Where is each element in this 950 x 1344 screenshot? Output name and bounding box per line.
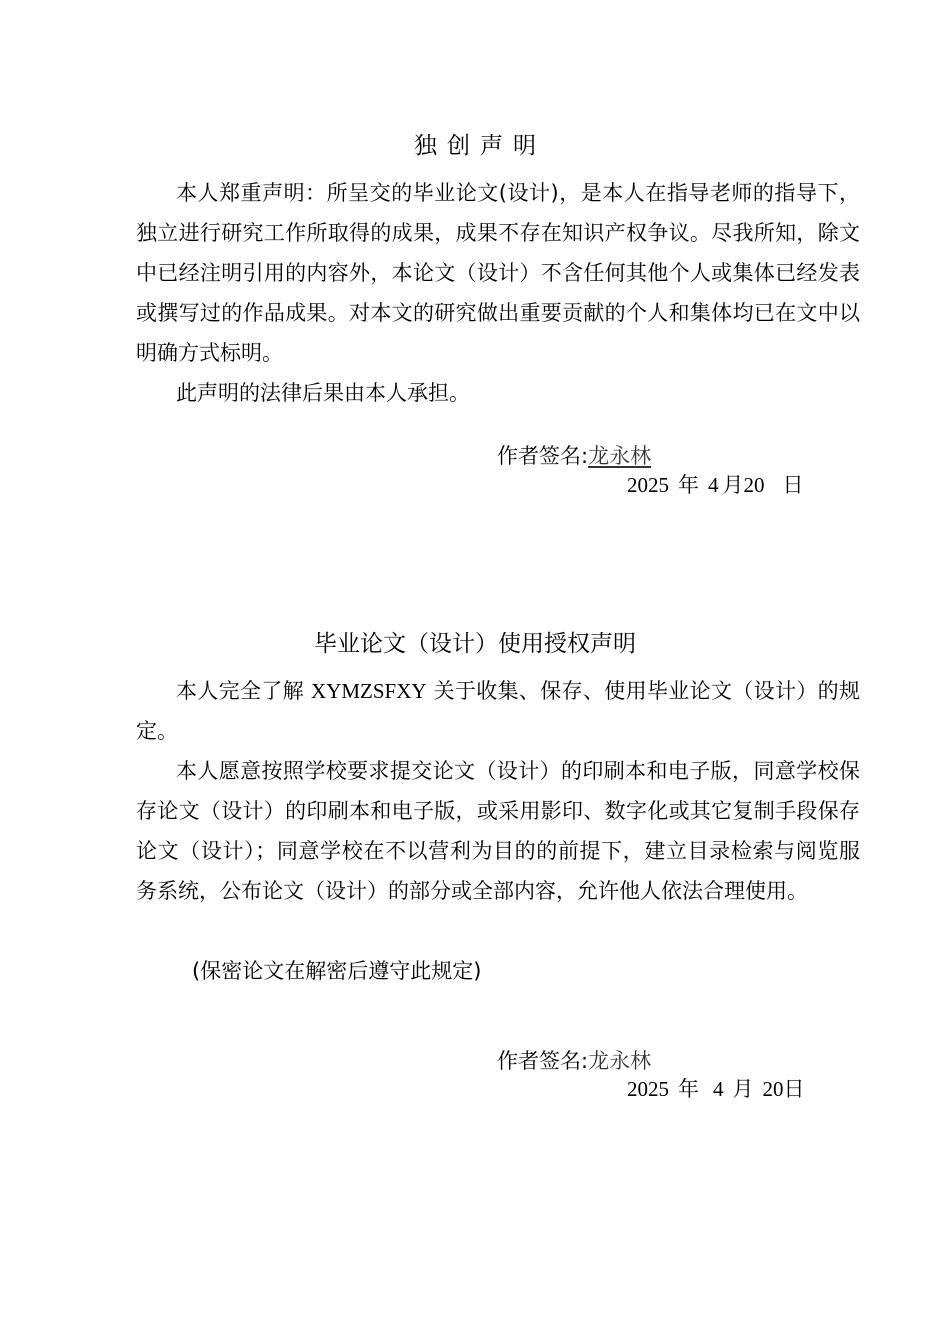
- authorization-title: 毕业论文（设计）使用授权声明: [314, 631, 636, 657]
- school-code: XYMZSFXY: [311, 679, 427, 703]
- originality-signature: [497, 441, 651, 471]
- originality-date: [627, 470, 804, 500]
- signature-label: 作者签名:: [497, 444, 589, 468]
- confidential-note: (保密论文在解密后遵守此规定): [192, 959, 482, 983]
- originality-title: 独创声明: [414, 133, 546, 159]
- signature-label: 作者签名:: [497, 1049, 589, 1073]
- originality-paragraph-1: 本人郑重声明：所呈交的毕业论文(设计)，是本人在指导老师的指导下，独立进行研究工作所取得的成果，成果不存在知识产权争议。尽我所知，除文中已经注明引用的内容外，本论文（设计）不含任何其他个人或集体已经发表或撰写过的作品成果。对本文的研究做出重要贡献的个人和集体均已在文中以明确方式标明。: [136, 181, 860, 365]
- authorization-paragraph-2: 本人愿意按照学校要求提交论文（设计）的印刷本和电子版，同意学校保存论文（设计）的印刷本和电子版，或采用影印、数字化或其它复制手段保存论文（设计）；同意学校在不以营利为目的的前提下，建立目录检索与阅览服务系统，公布论文（设计）的部分或全部内容，允许他人依法合理使用。: [136, 759, 860, 903]
- date-month: 4: [708, 473, 719, 497]
- date-month: 4: [713, 1077, 724, 1101]
- date-year: 2025: [627, 1077, 669, 1101]
- date-month-unit: 月: [722, 473, 744, 497]
- signature-name: 龙永林: [588, 1049, 652, 1073]
- date-year: 2025: [627, 473, 669, 497]
- date-day: 20: [762, 1077, 784, 1101]
- signature-name: 龙永林: [588, 444, 652, 468]
- paragraph1-suffix: 关于收集、保存、使用毕业论文（设计）的规定。: [136, 679, 860, 743]
- date-day-unit: 日: [783, 1077, 805, 1101]
- date-year-unit: 年: [678, 1077, 699, 1101]
- authorization-signature: [497, 1046, 651, 1076]
- date-day-unit: 日: [782, 473, 804, 497]
- date-month-unit: 月: [732, 1077, 754, 1101]
- date-day: 20: [743, 473, 765, 497]
- authorization-paragraph-1: [136, 671, 860, 751]
- date-year-unit: 年: [678, 473, 699, 497]
- originality-paragraph-2: 此声明的法律后果由本人承担。: [176, 381, 470, 405]
- paragraph1-prefix: 本人完全了解: [176, 679, 312, 703]
- authorization-date: [627, 1074, 805, 1104]
